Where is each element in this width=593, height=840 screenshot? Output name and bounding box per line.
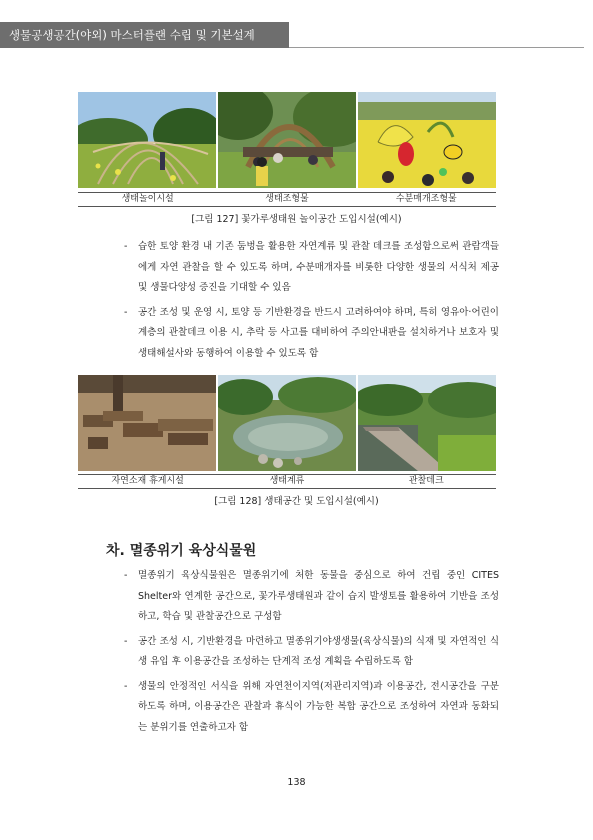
page-number: 138 xyxy=(287,777,306,788)
figure-128-photos xyxy=(78,375,496,471)
bullet-text: 습한 토양 환경 내 기존 둠벙을 활용한 자연계류 및 관찰 데크를 조성함으로써 관람객들에게 자연 관찰을 할 수 있도록 하며, 수분매개자를 비롯한 다양한 생물의 서식처 제공 및 생물다양성 증진을 기대할 수 있음 xyxy=(138,241,499,293)
figure-128-caption: [그림 128] 생태공간 및 도입시설(예시) xyxy=(214,496,379,507)
bullet-text: 생물의 안정적인 서식을 위해 자연천이지역(저관리지역)과 이용공간, 전시공간을 구분하도록 하며, 이용공간은 관찰과 휴식이 가능한 복합 공간으로 조성하여 자연과 동화되는 분위기를 연출하고자 함 xyxy=(138,680,499,733)
header-title: 생물공생공간(야외) 마스터플랜 수립 및 기본설계 xyxy=(9,28,255,42)
bullet-item xyxy=(124,632,499,673)
figure-127-label-1: 생태놀이시설 xyxy=(121,194,174,204)
bullet-dash: - xyxy=(124,680,128,692)
photo-eco-stream xyxy=(218,375,356,471)
photo-pollinator-sculpture xyxy=(358,92,496,188)
figure-127-label-3: 수분매개조형물 xyxy=(395,194,457,204)
figure-128-label-1: 자연소재 휴게시설 xyxy=(111,476,184,486)
header-bar xyxy=(0,22,289,48)
figure-127-label-2: 생태조형물 xyxy=(265,194,309,204)
photo-eco-play-facility xyxy=(78,92,216,188)
figure-128-labels xyxy=(78,474,496,489)
body-bullets-2 xyxy=(124,566,499,742)
bullet-text: 공간 조성 시, 기반환경을 마련하고 멸종위기야생생물(육상식물)의 식재 및 자연적인 식생 유입 후 이용공간을 조성하는 단계적 조성 계획을 수립하도록 함 xyxy=(138,635,499,667)
bullet-dash: - xyxy=(124,635,128,647)
bullet-item xyxy=(124,303,499,365)
photo-eco-sculpture xyxy=(218,92,356,188)
body-bullets-1 xyxy=(124,237,499,368)
bullet-dash: - xyxy=(124,306,128,318)
bullet-text: 멸종위기 육상식물원은 멸종위기에 처한 동물을 중심으로 하여 건립 중인 CITES Shelter와 연계한 공간으로, 꽃가루생태원과 같이 습지 발생토를 활용하여 기반을 조성하고, 학습 및 관찰공간으로 구성함 xyxy=(138,570,499,622)
photo-natural-material-rest-facility xyxy=(78,375,216,471)
bullet-item xyxy=(124,566,499,628)
bullet-item xyxy=(124,237,499,299)
figure-127-caption: [그림 127] 꽃가루생태원 놀이공간 도입시설(예시) xyxy=(191,214,402,225)
bullet-item xyxy=(124,677,499,739)
figure-128-label-3: 관찰데크 xyxy=(408,476,444,486)
bullet-dash: - xyxy=(124,570,128,581)
bullet-text: 공간 조성 및 운영 시, 토양 등 기반환경을 반드시 고려하여야 하며, 특히 영유아·어린이 계층의 관찰데크 이용 시, 추락 등 사고를 대비하여 주의안내판을 설치하거나 보호자 및 생태해설사와 동행하여 이용할 수 있도록 함 xyxy=(138,306,499,359)
section-title: 차. 멸종위기 육상식물원 xyxy=(106,543,257,559)
bullet-dash: - xyxy=(124,241,128,252)
header-rule xyxy=(289,47,584,48)
figure-127-labels xyxy=(78,192,496,207)
figure-127-photos xyxy=(78,92,496,188)
figure-128-label-2: 생태계류 xyxy=(269,476,305,486)
photo-observation-deck xyxy=(358,375,496,471)
